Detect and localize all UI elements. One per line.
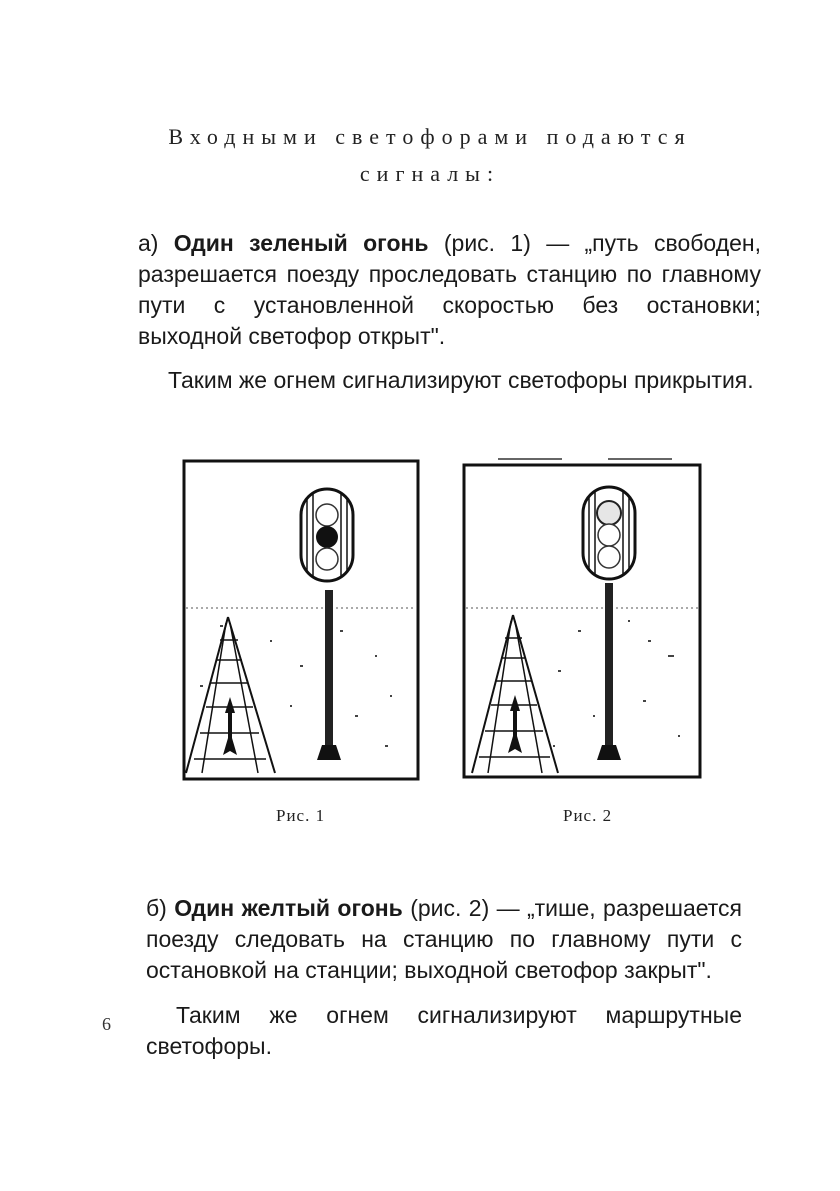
heading-line-1: Входными светофорами подаются	[168, 124, 692, 149]
signal-mast	[605, 583, 613, 753]
section-b-paragraph	[146, 893, 742, 986]
section-a-label: а)	[138, 230, 159, 256]
signal-lamp-middle	[598, 524, 620, 546]
figure-2	[458, 455, 708, 785]
section-a-note: Таким же огнем сигнализируют светофоры прикрытия.	[168, 367, 754, 393]
signal-mast	[325, 590, 333, 755]
figure-2-caption: Рис. 2	[563, 806, 613, 825]
page-number: 6	[102, 1014, 111, 1034]
signal-lamp-lit-green	[316, 526, 338, 548]
heading-line-2: сигналы:	[359, 161, 501, 186]
section-b-text: (рис. 2) — „тише, разрешается поезду следовать на станцию по главному пути с остановкой на станции; выходной светофор закрыт".	[146, 895, 743, 983]
section-b-label: б)	[146, 895, 167, 921]
section-a-paragraph	[138, 228, 761, 352]
signal-illustration-1	[180, 455, 422, 785]
figure-1	[180, 455, 422, 785]
section-a-text: (рис. 1) — „путь свободен, разрешается поезду проследовать станцию по главному пути с установленной скоростью без остановки; выходной светофор открыт".	[138, 230, 762, 349]
signal-illustration-2	[458, 455, 708, 785]
signal-lamp-lit-yellow	[597, 501, 621, 525]
figure-1-caption: Рис. 1	[276, 806, 326, 825]
signal-lamp-top	[316, 504, 338, 526]
section-a-emphasis: Один зеленый огонь	[173, 230, 429, 256]
signal-lamp-bottom	[316, 548, 338, 570]
section-b-note: Таким же огнем сигнализируют маршрутные светофоры.	[146, 1002, 742, 1059]
signal-lamp-bottom	[598, 546, 620, 568]
section-b-emphasis: Один желтый огонь	[174, 895, 403, 921]
